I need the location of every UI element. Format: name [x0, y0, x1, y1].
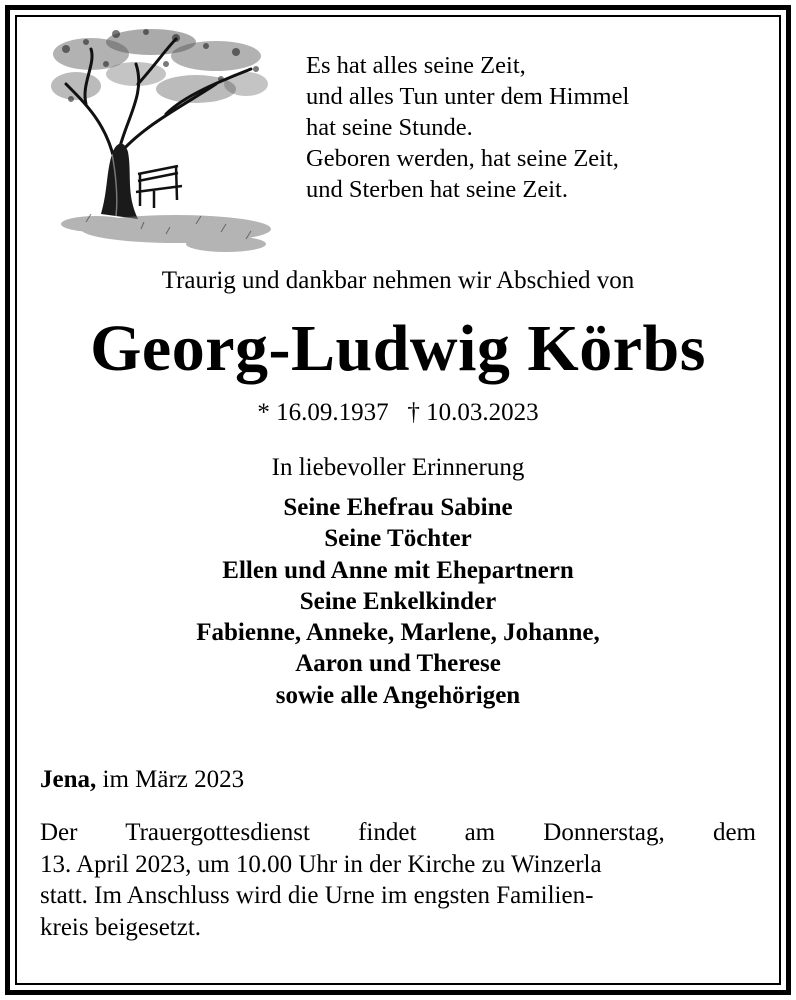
- mourner-line: Seine Enkelkinder: [299, 587, 497, 615]
- service-line: kreis beigesetzt.: [40, 913, 202, 941]
- poem-line: Geboren werden, hat seine Zeit,: [306, 145, 619, 172]
- poem-quote: [306, 50, 629, 205]
- service-notice: [40, 817, 756, 943]
- mourner-line: Seine Ehefrau Sabine: [283, 494, 513, 521]
- farewell-intro: Traurig und dankbar nehmen wir Abschied von: [161, 267, 635, 294]
- mourner-line: Seine Töchter: [324, 525, 472, 553]
- mourner-line: Ellen und Anne mit Ehepartnern: [222, 556, 574, 584]
- service-line: 13. April 2023, um 10.00 Uhr in der Kirche zu Winzerla: [40, 850, 602, 878]
- mourner-line: Aaron und Therese: [295, 650, 501, 678]
- tree-bench-illustration: [46, 24, 278, 256]
- place-date: [40, 765, 244, 795]
- poem-line: Es hat alles seine Zeit,: [306, 52, 526, 79]
- service-line: Der Trauergottesdienst findet am Donnerstag, dem: [40, 819, 756, 846]
- mourner-line: Fabienne, Anneke, Marlene, Johanne,: [196, 619, 600, 647]
- poem-line: und alles Tun unter dem Himmel: [306, 83, 630, 110]
- mourner-line: sowie alle Angehörigen: [275, 681, 521, 709]
- life-dates: [0, 398, 796, 428]
- memory-line: In liebevoller Erinnerung: [271, 454, 525, 481]
- place-city: Jena,: [40, 766, 97, 793]
- death-date: † 10.03.2023: [407, 399, 539, 426]
- poem-line: und Sterben hat seine Zeit.: [306, 176, 568, 203]
- service-line: statt. Im Anschluss wird die Urne im engsten Familien-: [40, 882, 594, 909]
- birth-date: * 16.09.1937: [257, 399, 389, 426]
- poem-line: hat seine Stunde.: [306, 114, 473, 141]
- deceased-name: Georg-Ludwig Körbs: [90, 312, 706, 385]
- mourners-list: [0, 492, 796, 711]
- place-month: im März 2023: [102, 766, 245, 793]
